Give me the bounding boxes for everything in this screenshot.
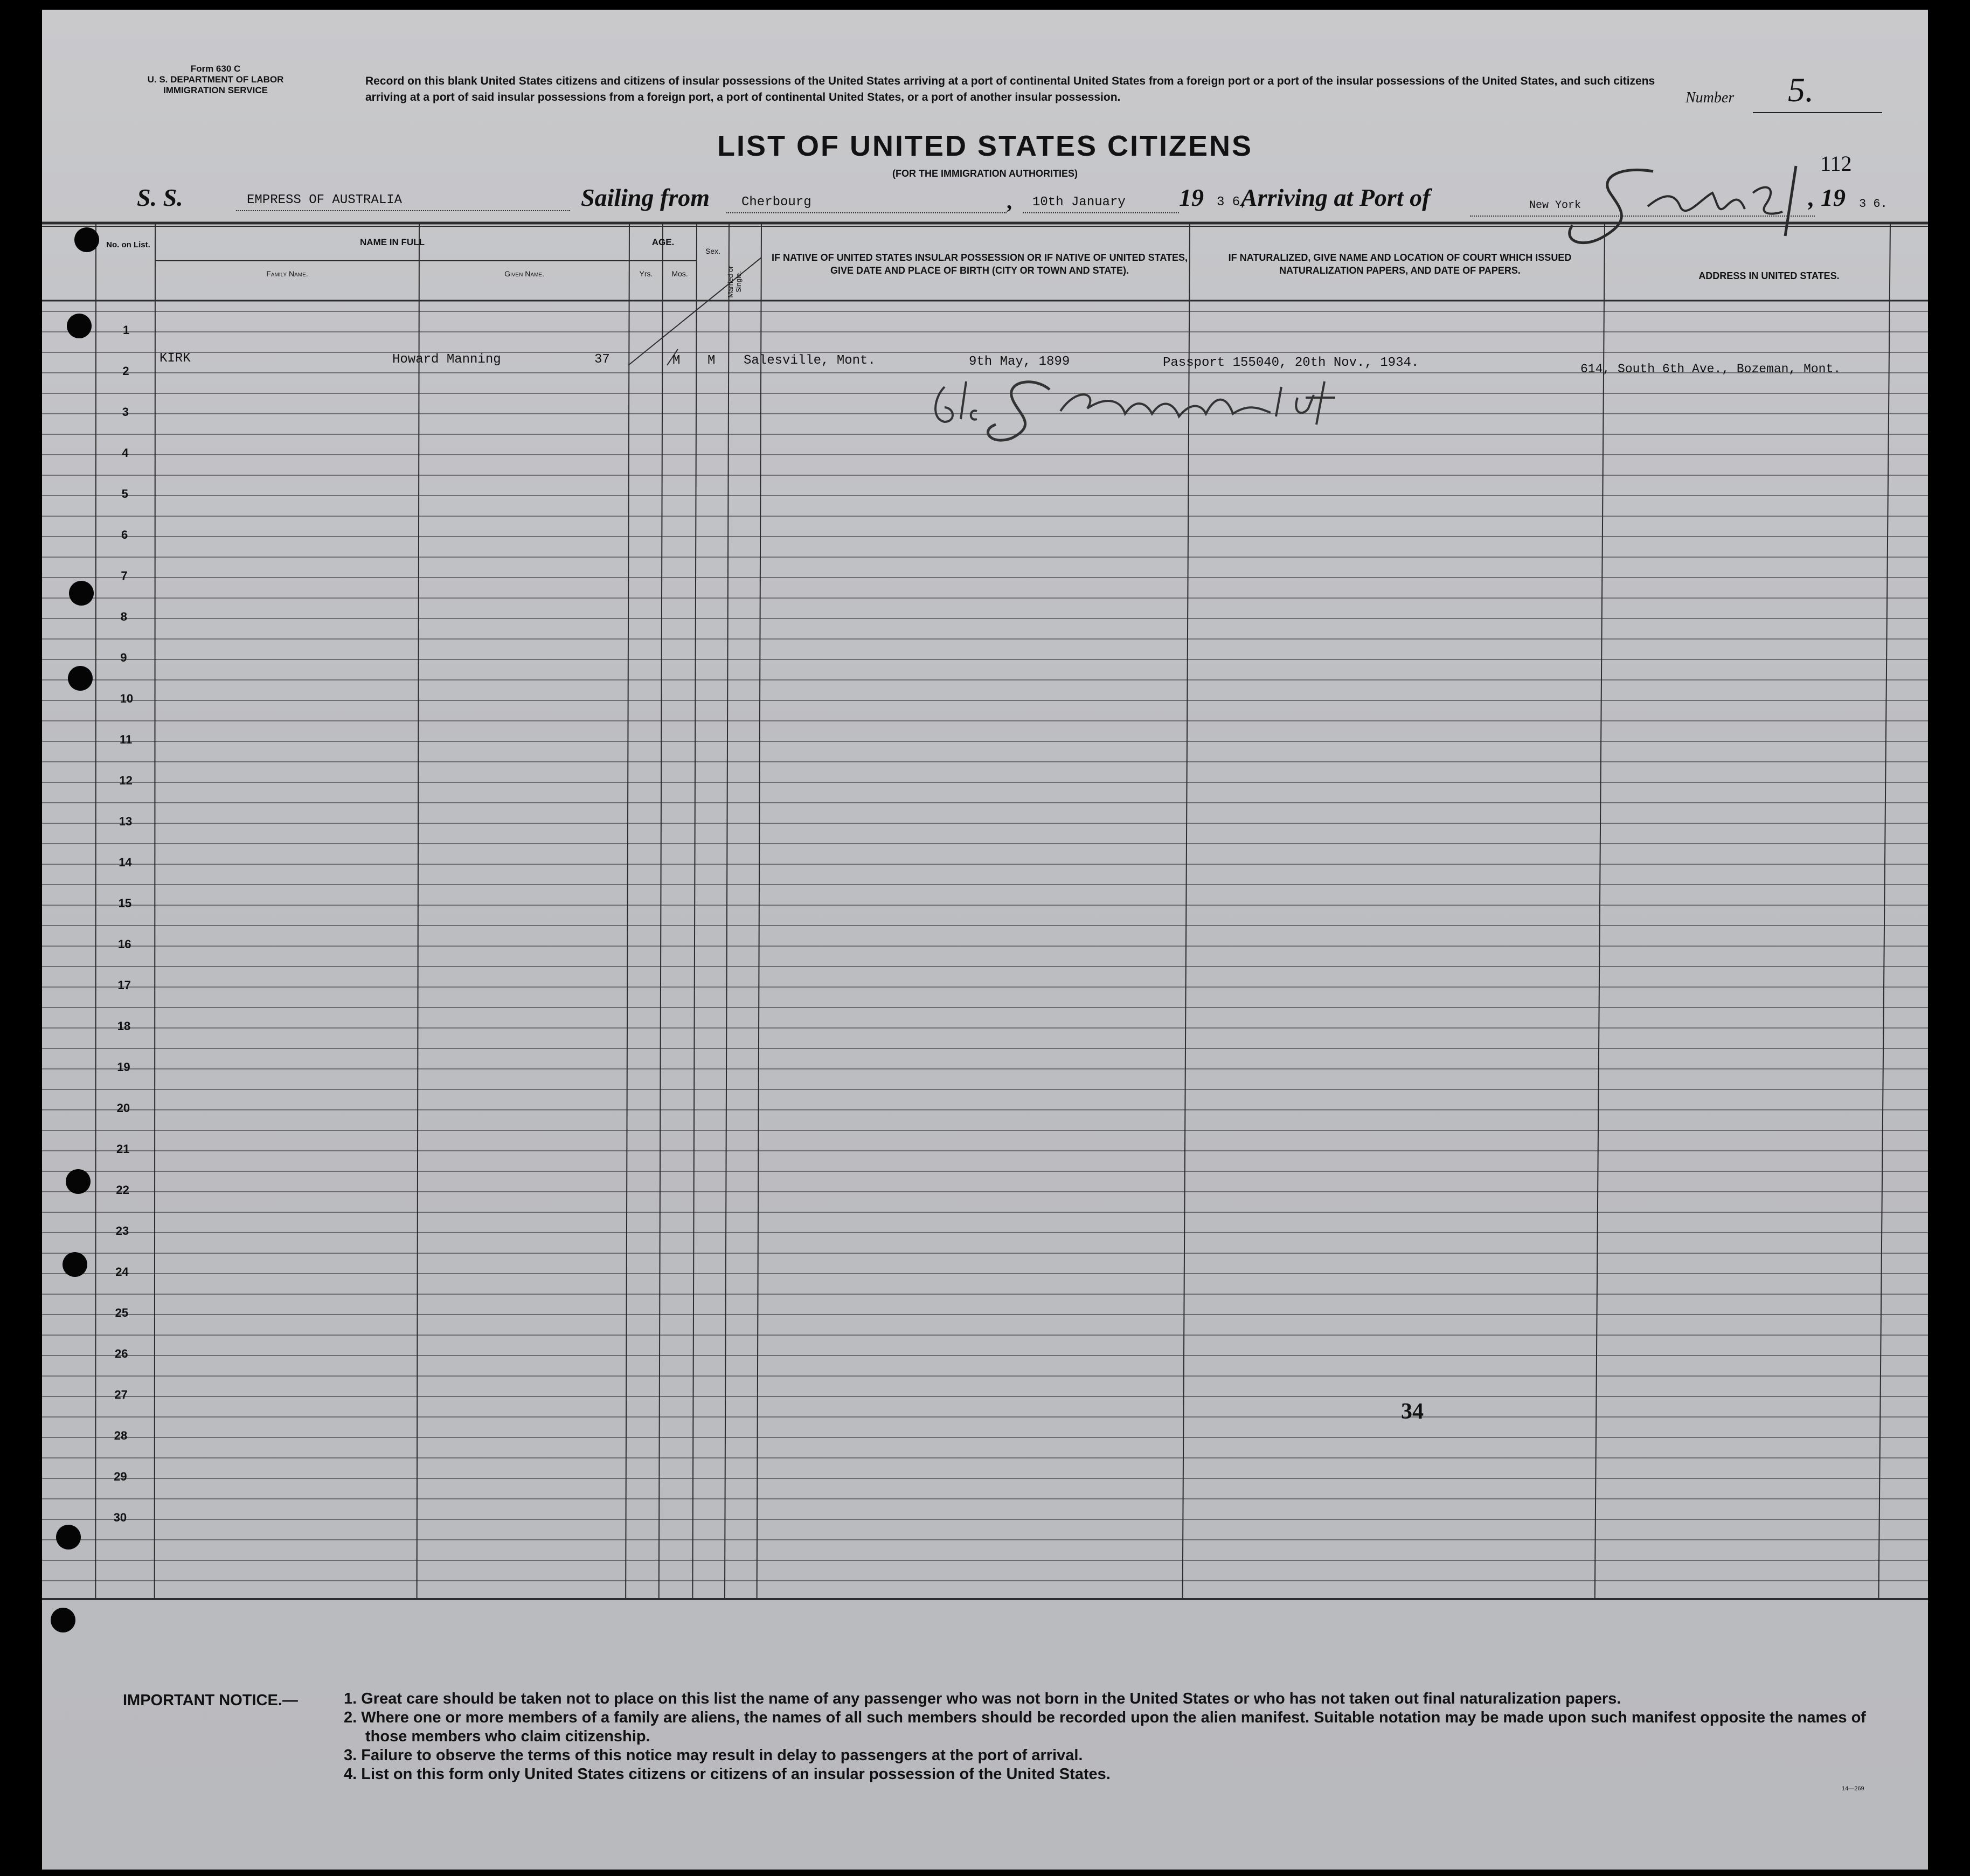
notice-item: 3. Failure to observe the terms of this notice may result in delay to passengers at the port of arrival. (344, 1747, 1083, 1764)
punch-hole (51, 1608, 75, 1632)
punch-hole (69, 581, 94, 606)
printer-code: 14—269 (1842, 1785, 1864, 1792)
row-number: 30 (113, 1511, 127, 1524)
grid-line (659, 223, 663, 1599)
row-number: 17 (117, 978, 131, 992)
page-number: 112 (1820, 151, 1852, 176)
entry-sex: M (672, 353, 681, 368)
punch-hole (66, 1169, 91, 1194)
row-number: 19 (117, 1060, 130, 1074)
arrival-port: New York (1529, 199, 1581, 212)
notice-item: 1. Great care should be taken not to place on this list the name of any passenger who was not born in the United States or who has not taken out final naturalization papers. (344, 1690, 1621, 1707)
department: U. S. DEPARTMENT OF LABOR (147, 74, 284, 85)
stamp-number: 34 (1401, 1399, 1424, 1424)
service: IMMIGRATION SERVICE (163, 85, 268, 95)
year-label-1: 19 (1179, 184, 1204, 211)
col-birth-header: IF NATIVE OF UNITED STATES INSULAR POSSESSION OR IF NATIVE OF UNITED STATES, GIVE DATE AND PLACE OF BIRTH (CITY OR TOWN AND STATE). (771, 252, 1188, 276)
ss-label: S. S. (137, 184, 183, 211)
row-number: 13 (119, 815, 133, 828)
col-given-header: Given Name. (504, 269, 544, 278)
row-number: 26 (115, 1347, 128, 1360)
grid-line (725, 223, 729, 1599)
entry-birth-date: 9th May, 1899 (969, 355, 1070, 369)
notice-item: 4. List on this form only United States citizens or citizens of an insular possession of the United States. (344, 1766, 1111, 1783)
row-number: 16 (118, 937, 131, 951)
col-address-header: ADDRESS IN UNITED STATES. (1698, 270, 1840, 281)
row-number: 5 (121, 487, 128, 501)
row-number: 21 (116, 1142, 130, 1156)
row-number: 12 (119, 774, 133, 787)
manifest-table-grid (42, 10, 1928, 1870)
comma-1: , (1007, 189, 1012, 213)
ship-name: EMPRESS OF AUSTRALIA (247, 193, 403, 207)
grid-line (95, 223, 96, 1599)
entry-given-name: Howard Manning (392, 352, 501, 367)
row-number: 9 (120, 651, 127, 664)
arriving-label: Arriving at Port of (1241, 184, 1431, 211)
notice-list (344, 1690, 1906, 1784)
entry-age-years: 37 (594, 352, 610, 367)
sailing-label: Sailing from (581, 184, 710, 211)
punch-hole (67, 314, 92, 338)
row-number: 29 (114, 1470, 127, 1483)
row-number: 14 (119, 856, 132, 869)
handwritten-annotation (926, 365, 1411, 446)
grid-line (1595, 223, 1605, 1599)
row-number: 24 (115, 1265, 129, 1279)
entry-family-name: KIRK (159, 351, 191, 366)
row-number: 15 (118, 897, 132, 910)
form-number: Form 630 C (190, 64, 241, 74)
col-name-header: NAME IN FULL (360, 237, 425, 247)
col-mos-header: Mos. (671, 269, 688, 278)
row-number: 6 (121, 528, 128, 541)
row-number: 23 (115, 1224, 129, 1238)
entry-birth-place: Salesville, Mont. (744, 353, 876, 368)
entry-naturalization: Passport 155040, 20th Nov., 1934. (1163, 356, 1419, 370)
sailing-year-suffix: 3 6, (1217, 195, 1248, 210)
row-number: 10 (120, 692, 134, 705)
sailing-port: Cherbourg (741, 195, 811, 210)
punch-hole (56, 1525, 81, 1550)
col-family-header: Family Name. (266, 269, 308, 278)
row-number: 8 (120, 610, 128, 623)
notice-item: 2. Where one or more members of a family are aliens, the names of all such members should be recorded upon the alien manifest. Suitable notation may be made upon such manifest opposite the names of those members who claim citizenship. (344, 1709, 1866, 1745)
grid-line (626, 223, 629, 1599)
number-label: Number (1685, 89, 1735, 106)
col-naturalized-header: IF NATURALIZED, GIVE NAME AND LOCATION OF COURT WHICH ISSUED NATURALIZATION PAPERS, AND DATE OF PAPERS. (1228, 252, 1572, 276)
arrival-year-suffix: 3 6. (1859, 197, 1888, 211)
grid-line (1878, 223, 1890, 1599)
number-value: 5. (1788, 71, 1814, 109)
row-number: 18 (117, 1019, 131, 1033)
entry-address: 614, South 6th Ave., Bozeman, Mont. (1580, 362, 1841, 376)
row-number: 7 (121, 569, 128, 582)
instruction-text: Record on this blank United States citizens and citizens of insular possessions of the United States arriving at a port of continental United States from a foreign port or a port of the insular possessions of the United States, and such citizens arriving at a port of said insular possessions from a foreign port, a port of continental United States, or a port of another insular possession. (365, 75, 1655, 103)
manifest-sheet (42, 10, 1928, 1870)
notice-heading: IMPORTANT NOTICE.— (123, 1692, 298, 1709)
row-number: 25 (115, 1306, 129, 1319)
page-subtitle: (FOR THE IMMIGRATION AUTHORITIES) (892, 168, 1078, 179)
col-age-header: AGE. (651, 237, 675, 247)
year-label-2: , 19 (1808, 184, 1846, 211)
row-number: 2 (122, 364, 129, 378)
col-sex-header: Sex. (705, 247, 720, 255)
sailing-date: 10th January (1032, 195, 1126, 210)
row-number: 22 (116, 1183, 129, 1197)
grid-line (692, 223, 697, 1599)
row-number: 11 (120, 733, 133, 746)
grid-line (417, 223, 419, 1599)
row-number: 20 (116, 1101, 130, 1115)
entry-married: M (707, 353, 716, 368)
punch-hole (63, 1252, 87, 1277)
row-number: 1 (123, 323, 130, 337)
page-title: LIST OF UNITED STATES CITIZENS (717, 130, 1253, 162)
row-number: 3 (122, 405, 129, 419)
punch-hole (68, 666, 93, 691)
grid-line (757, 223, 761, 1599)
row-number: 4 (122, 446, 129, 460)
row-number: 27 (114, 1388, 128, 1401)
col-no-header: No. on List. (106, 240, 150, 249)
row-number: 28 (114, 1429, 128, 1442)
col-yrs-header: Yrs. (639, 269, 653, 278)
col-married-header: Married or Single. (726, 266, 743, 298)
punch-hole (74, 227, 99, 252)
